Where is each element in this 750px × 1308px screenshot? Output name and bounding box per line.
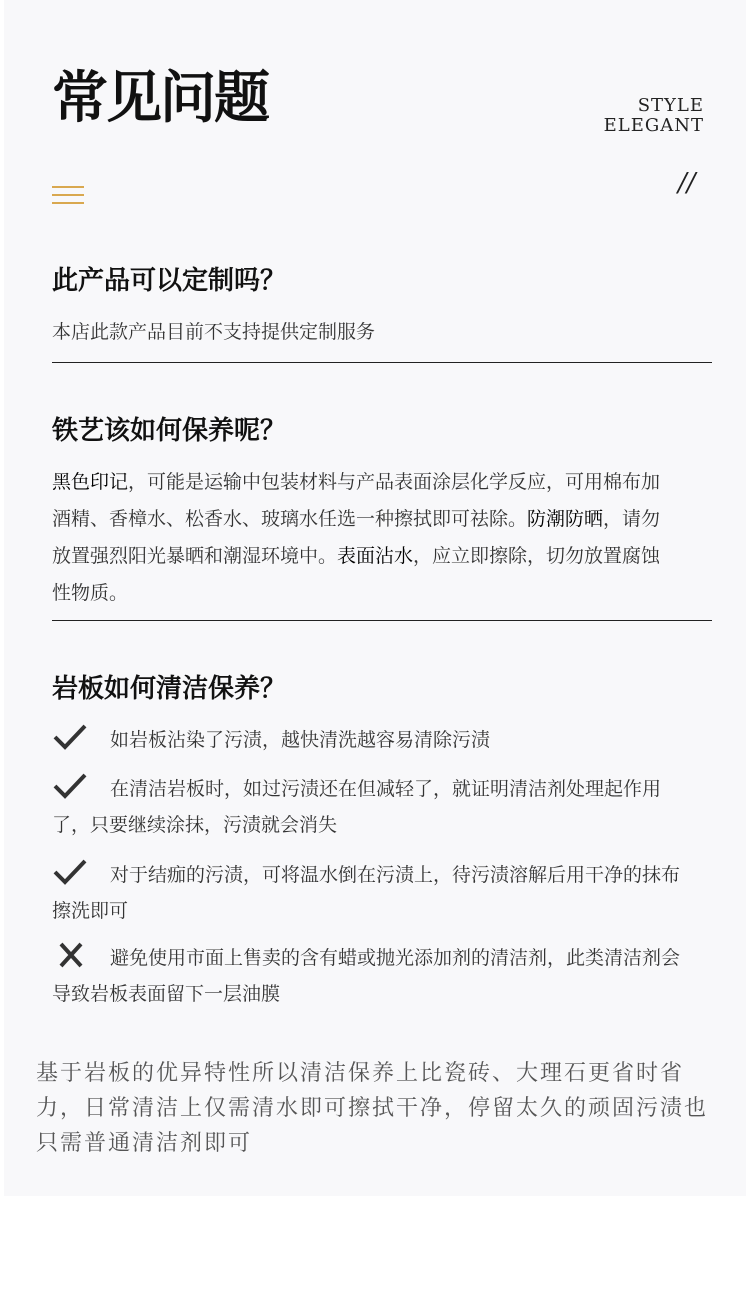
title-part-2: 问题 xyxy=(160,65,268,131)
keyword-water: 表面沾水 xyxy=(337,545,414,567)
faq-answer-2 xyxy=(52,464,672,612)
list-item xyxy=(52,940,682,1012)
list-item-text: 避免使用市面上售卖的含有蜡或抛光添加剂的清洁剂，此类清洁剂会导致岩板表面留下一层油膜 xyxy=(52,947,681,1005)
title-part-1: 常见 xyxy=(52,65,160,131)
list-item xyxy=(52,857,682,929)
faq-question-3: 岩板如何清洁保养？ xyxy=(52,674,287,704)
style-tag-line-1: STYLE xyxy=(637,95,704,116)
list-item xyxy=(52,722,682,758)
list-item xyxy=(52,771,682,843)
style-tag xyxy=(604,96,704,136)
answer-text: ，可能是运输中包装材料与产品表面涂层化学反应，可用棉布加酒精、香樟水、松香水、玻璃水任选一种擦拭即可祛除。 xyxy=(52,471,661,530)
summary-text: 基于岩板的优异特性所以清洁保养上比瓷砖、大理石更省时省力，日常清洁上仅需清水即可擦拭干净，停留太久的顽固污渍也只需普通清洁剂即可 xyxy=(36,1061,709,1156)
list-item-text: 对于结痂的污渍，可将温水倒在污渍上，待污渍溶解后用干净的抹布擦洗即可 xyxy=(52,864,681,922)
menu-icon xyxy=(52,186,84,206)
answer-text: ，请勿放置强烈阳光暴晒和潮湿环境中。 xyxy=(52,508,661,567)
faq-question-1: 此产品可以定制吗？ xyxy=(52,266,287,296)
faq-answer-1: 本店此款产品目前不支持提供定制服务 xyxy=(52,321,376,343)
slash-decoration: // xyxy=(678,168,696,198)
divider xyxy=(52,362,712,363)
faq-question-2: 铁艺该如何保养呢？ xyxy=(52,416,287,446)
answer-text: ，应立即擦除，切勿放置腐蚀性物质。 xyxy=(52,545,661,604)
check-icon xyxy=(52,857,88,887)
cross-icon xyxy=(52,940,88,970)
keyword-black-marks: 黑色印记 xyxy=(52,471,129,493)
list-item-text: 在清洁岩板时，如过污渍还在但减轻了，就证明清洁剂处理起作用了，只要继续涂抹，污渍就会消失 xyxy=(52,778,662,836)
list-item-text: 如岩板沾染了污渍，越快清洗越容易清除污渍 xyxy=(110,729,491,751)
page-title xyxy=(52,65,268,131)
keyword-moisture-sun: 防潮防晒 xyxy=(527,508,604,530)
check-icon xyxy=(52,771,88,801)
check-icon xyxy=(52,722,88,752)
style-tag-line-2: ELEGANT xyxy=(603,115,704,136)
divider xyxy=(52,620,712,621)
